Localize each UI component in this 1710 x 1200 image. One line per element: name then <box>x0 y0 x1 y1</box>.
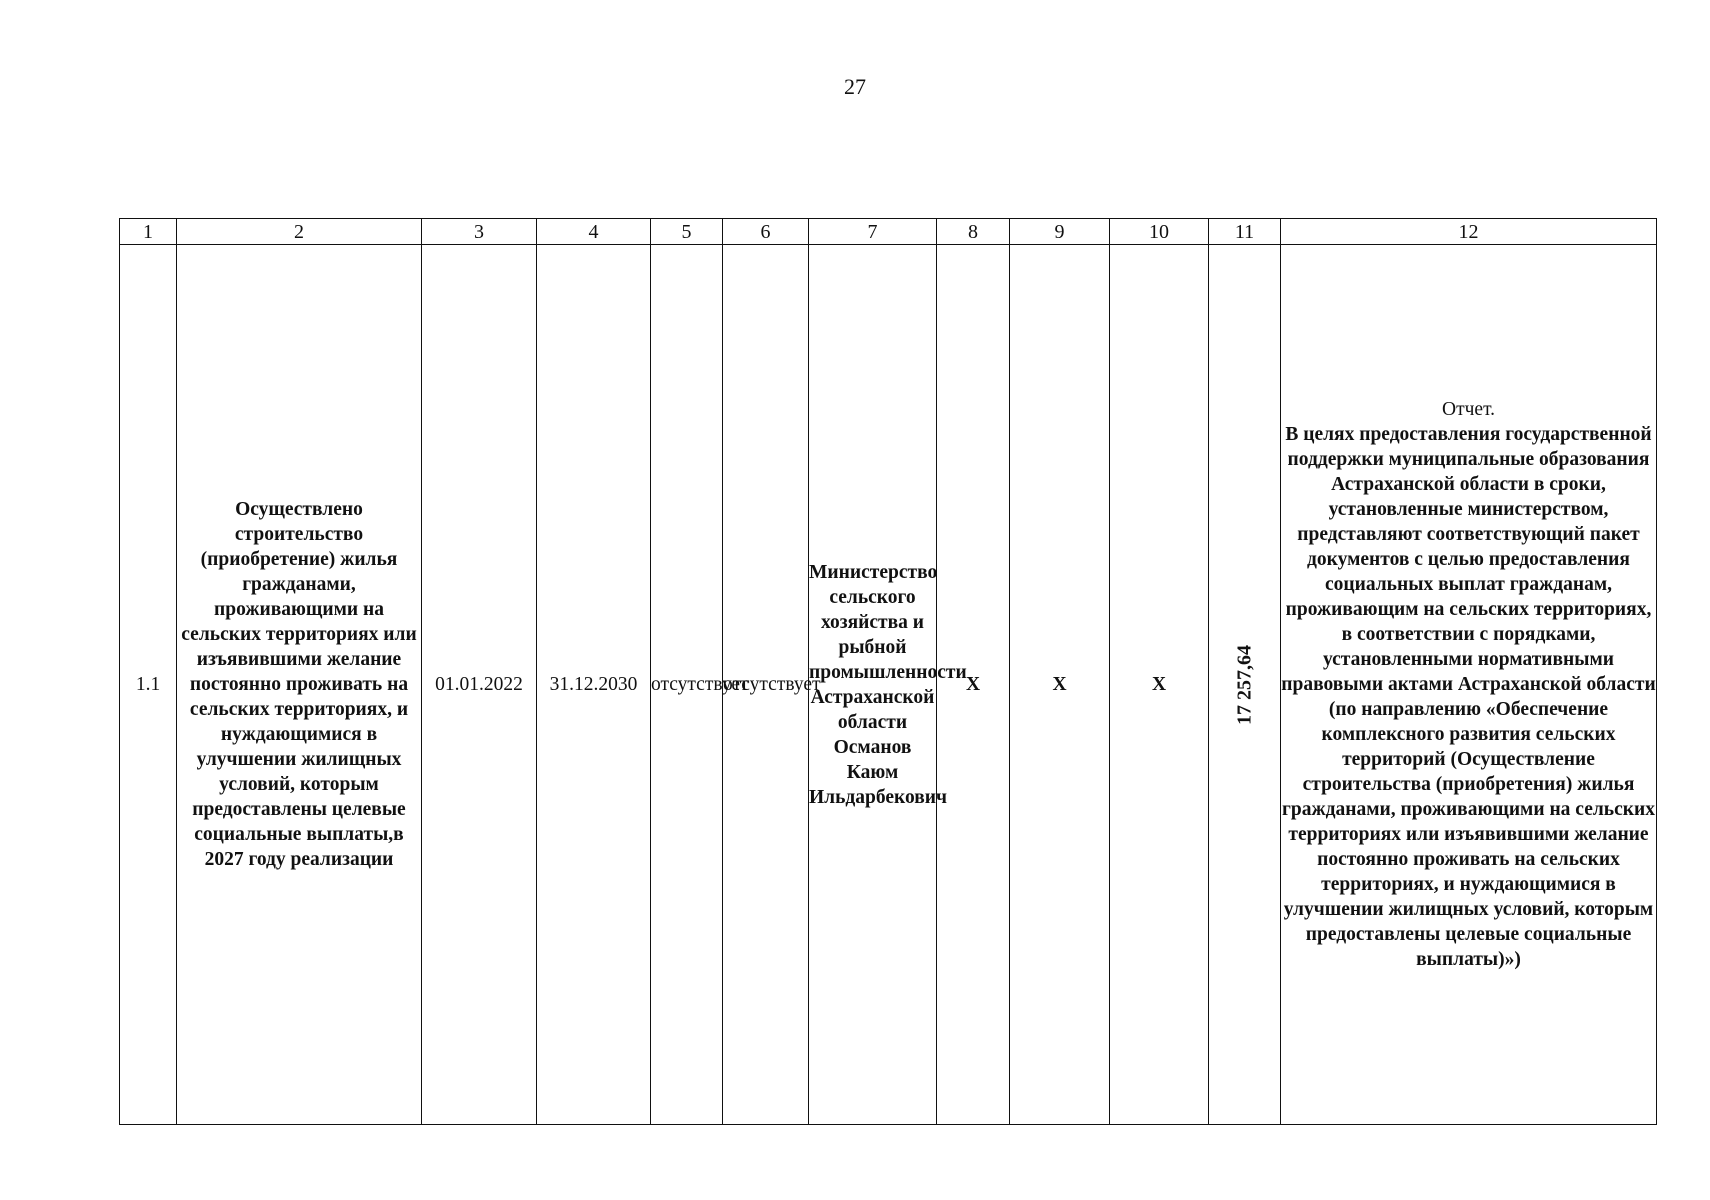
row-number-cell: 1.1 <box>120 245 177 1125</box>
col9-cell: X <box>1010 245 1110 1125</box>
description-cell: Осуществлено строительство (приобретение) жилья гражданами, проживающими на сельских территориях или изъявившими желание постоянно проживать на сельских территориях, и нуждающимися в улучшении жилищных условий, которым предоставлены целевые социальные выплаты,в 2027 году реализации <box>177 245 422 1125</box>
col6-cell: отсутствует <box>723 245 809 1125</box>
header-cell-10: 10 <box>1110 219 1209 245</box>
amount-value: 17 257,64 <box>1233 644 1255 725</box>
header-cell-12: 12 <box>1281 219 1657 245</box>
header-cell-11: 11 <box>1209 219 1281 245</box>
page-number: 27 <box>844 74 866 99</box>
report-body: В целях предоставления государственной поддержки муниципальные образования Астраханской области в сроки, установленные министерством, представляют соответствующий пакет документов с целью предоставления социальных выплат гражданам, проживающим на сельских территориях, в соответствии с порядками, установленными нормативными правовыми актами Астраханской области (по направлению «Обеспечение комплексного развития сельских территорий (Осуществление строительства (приобретения) жилья гражданами, проживающими на сельских территориях или изъявившими желание постоянно проживать на сельских территориях, и нуждающимися в улучшении жилищных условий, которым предоставлены целевые социальные выплаты)») <box>1281 424 1656 970</box>
header-cell-5: 5 <box>651 219 723 245</box>
end-date-cell: 31.12.2030 <box>537 245 651 1125</box>
table-header-row <box>120 219 1657 245</box>
report-cell <box>1281 245 1657 1125</box>
header-cell-1: 1 <box>120 219 177 245</box>
responsible-cell: Министерство сельского хозяйства и рыбной промышленности Астраханской области Османов Каюм Ильдарбекович <box>809 245 937 1125</box>
report-title: Отчет. <box>1442 399 1495 420</box>
header-cell-7: 7 <box>809 219 937 245</box>
amount-cell <box>1209 245 1281 1125</box>
header-cell-3: 3 <box>422 219 537 245</box>
header-cell-2: 2 <box>177 219 422 245</box>
start-date-cell: 01.01.2022 <box>422 245 537 1125</box>
table-row <box>120 245 1657 1125</box>
amount-wrap <box>1209 245 1280 1124</box>
plan-table <box>119 218 1657 1125</box>
col10-cell: X <box>1110 245 1209 1125</box>
col8-cell: X <box>937 245 1010 1125</box>
header-cell-9: 9 <box>1010 219 1110 245</box>
header-cell-6: 6 <box>723 219 809 245</box>
col5-cell: отсутствует <box>651 245 723 1125</box>
header-cell-8: 8 <box>937 219 1010 245</box>
header-cell-4: 4 <box>537 219 651 245</box>
